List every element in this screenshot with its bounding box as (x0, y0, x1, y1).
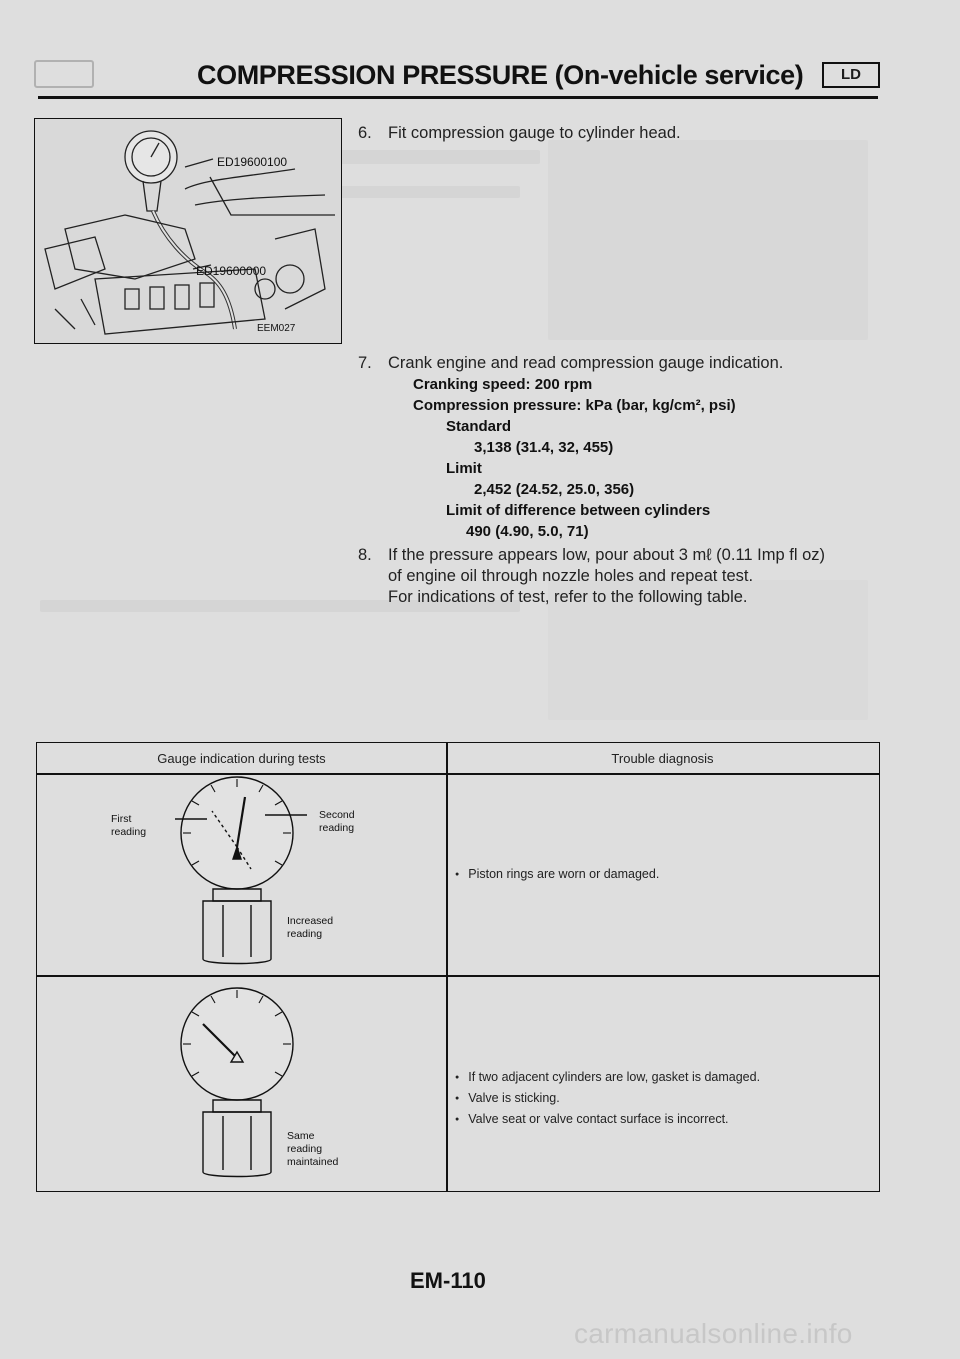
step-text: Fit compression gauge to cylinder head. (388, 124, 681, 142)
list-item: ● Valve seat or valve contact surface is incorrect. (455, 1112, 760, 1126)
section-tag-faded (34, 60, 94, 88)
column-header-diagnosis: Trouble diagnosis (611, 751, 714, 766)
diagnosis-table (36, 742, 880, 1192)
gauge-increasing-illustration (37, 773, 446, 975)
diagnosis-list (455, 867, 659, 888)
step-text: of engine oil through nozzle holes and repeat test. (388, 567, 754, 585)
list-item: ● If two adjacent cylinders are low, gasket is damaged. (455, 1070, 760, 1084)
engine-illustration (35, 119, 341, 343)
table-row (37, 976, 446, 1191)
compression-pressure-heading: Compression pressure: kPa (bar, kg/cm², psi) (413, 397, 736, 414)
list-item: ● Valve is sticking. (455, 1091, 760, 1105)
header-rule (38, 96, 878, 99)
bleed-through-text (548, 140, 868, 340)
column-header-gauge: Gauge indication during tests (157, 751, 326, 766)
step-text: Crank engine and read compression gauge indication. (388, 354, 784, 372)
increased-reading-label: Increased reading (287, 915, 334, 940)
list-item: ● Piston rings are worn or damaged. (455, 867, 659, 881)
tool-label-ed19600000: ED19600000 (196, 264, 267, 278)
gauge-same-reading-illustration (37, 976, 446, 1191)
step-number: 7. (358, 354, 372, 372)
second-reading-label: Second reading (319, 809, 355, 834)
page-number: EM-110 (410, 1268, 486, 1293)
same-reading-label: Same reading maintained (287, 1130, 339, 1168)
step-text: If the pressure appears low, pour about 3 mℓ (0.11 Imp fl oz) (388, 546, 826, 564)
step-number: 6. (358, 124, 372, 142)
table-row (37, 773, 446, 975)
difference-label: Limit of difference between cylinders (446, 502, 711, 519)
engine-tag: LD (822, 62, 880, 88)
standard-value: 3,138 (31.4, 32, 455) (474, 439, 614, 456)
tool-label-ed19600100: ED19600100 (217, 155, 288, 169)
column-divider (446, 743, 448, 1191)
first-reading-label: First reading (111, 813, 147, 838)
cranking-speed: Cranking speed: 200 rpm (413, 376, 593, 393)
standard-label: Standard (446, 418, 512, 435)
step-number: 8. (358, 546, 372, 564)
figure-id: EEM027 (257, 323, 296, 334)
watermark: carmanualsonline.info (574, 1318, 853, 1349)
limit-label: Limit (446, 460, 482, 477)
difference-value: 490 (4.90, 5.0, 71) (466, 523, 589, 540)
diagnosis-list (455, 1070, 760, 1133)
gauge-installation-figure (34, 118, 342, 344)
step-text: For indications of test, refer to the following table. (388, 588, 748, 606)
limit-value: 2,452 (24.52, 25.0, 356) (474, 481, 635, 498)
page-title: COMPRESSION PRESSURE (On-vehicle service) (197, 60, 804, 90)
